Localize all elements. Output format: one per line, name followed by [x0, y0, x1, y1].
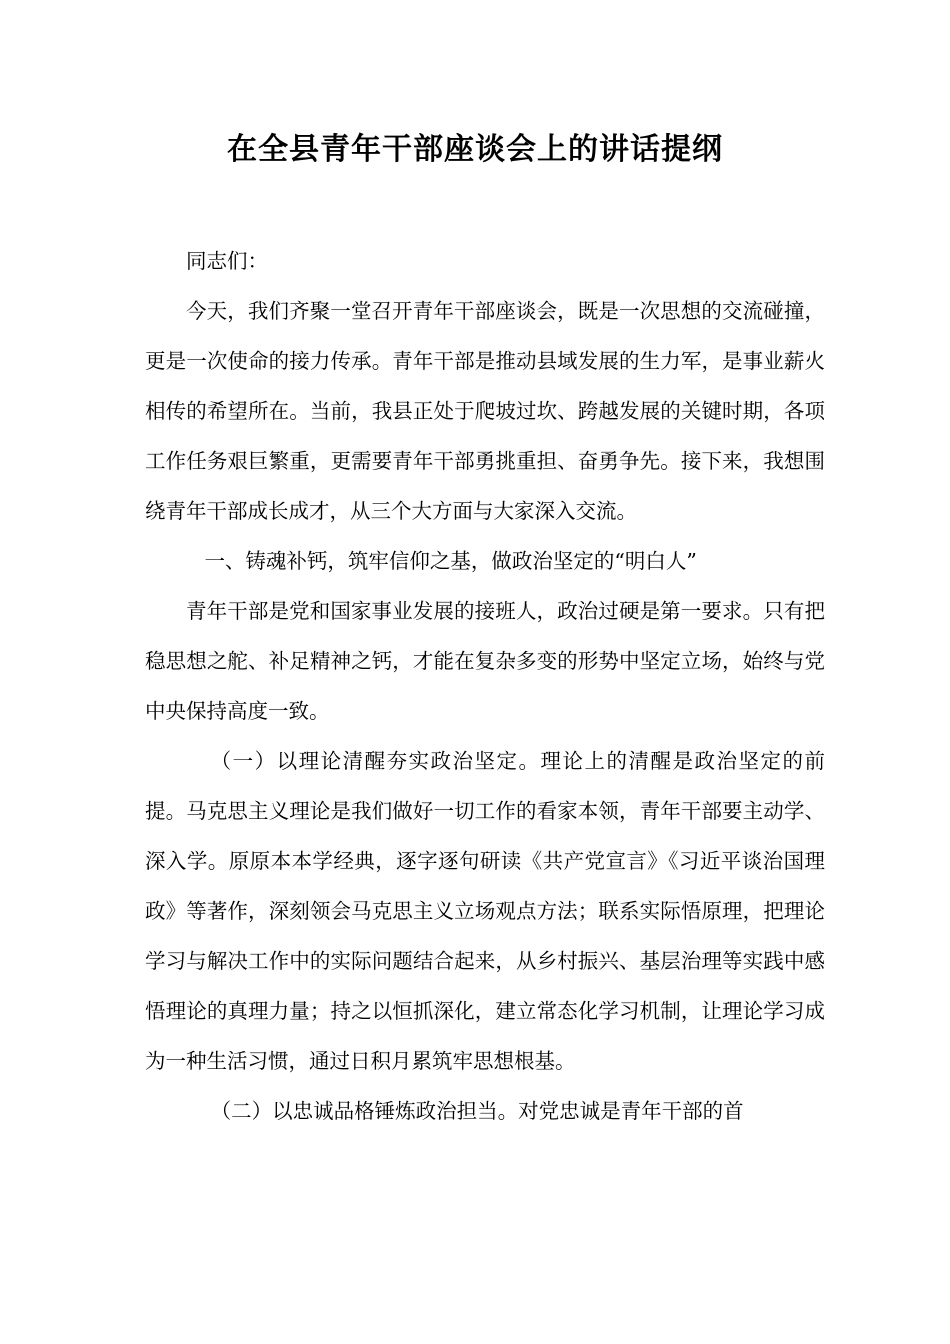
subsection-1-paragraph: （一）以理论清醒夯实政治坚定。理论上的清醒是政治坚定的前提。马克思主义理论是我们做好一切工作的看家本领，青年干部要主动学、深入学。原原本本学经典，逐字逐句研读《共产党宣言》《习近平谈治国理政》等著作，深刻领会马克思主义立场观点方法；联系实际悟原理，把理论学习与解决工作中的实际问题结合起来，从乡村振兴、基层治理等实践中感悟理论的真理力量；持之以恒抓深化，建立常态化学习机制，让理论学习成为一种生活习惯，通过日积月累筑牢思想根基。 — [145, 749, 825, 1073]
subsection-2-paragraph: （二）以忠诚品格锤炼政治担当。对党忠诚是青年干部的首 — [210, 1099, 744, 1123]
section-heading-1: 一、铸魂补钙，筑牢信仰之基，做政治坚定的“明白人” — [204, 549, 697, 573]
intro-paragraph: 今天，我们齐聚一堂召开青年干部座谈会，既是一次思想的交流碰撞，更是一次使命的接力传承。青年干部是推动县域发展的生力军，是事业薪火相传的希望所在。当前，我县正处于爬坡过坎、跨越发展的关键时期，各项工作任务艰巨繁重，更需要青年干部勇挑重担、奋勇争先。接下来，我想围绕青年干部成长成才，从三个大方面与大家深入交流。 — [145, 299, 825, 523]
salutation: 同志们： — [186, 249, 268, 273]
document-title: 在全县青年干部座谈会上的讲话提纲 — [227, 132, 723, 167]
document-body — [145, 236, 825, 1136]
section-1-paragraph: 青年干部是党和国家事业发展的接班人，政治过硬是第一要求。只有把稳思想之舵、补足精神之钙，才能在复杂多变的形势中坚定立场，始终与党中央保持高度一致。 — [145, 599, 825, 723]
